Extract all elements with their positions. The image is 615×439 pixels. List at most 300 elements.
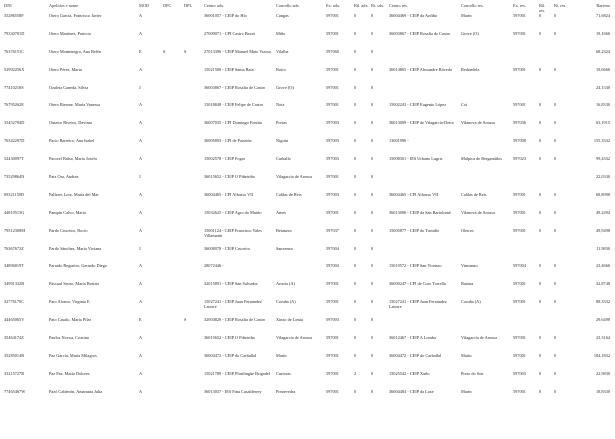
cell-brs: 0 xyxy=(554,299,557,305)
cell-council-adj: Nigrán xyxy=(276,138,288,144)
cell-council-adj: Sanxenxo xyxy=(276,245,293,251)
cell-exp-adj: 597003 xyxy=(326,156,339,162)
cell-center-res: 15025542 - CEIP Xuño xyxy=(389,370,430,376)
table-body xyxy=(3,13,612,407)
cell-exp-res: 597001 xyxy=(513,281,526,287)
table-row xyxy=(3,138,612,156)
cell-dpl xyxy=(183,371,203,389)
cell-center-adj: 36007035 - CPI Domingo Fontán xyxy=(204,120,262,126)
cell-council-adj: Carballo xyxy=(276,156,291,162)
cell-center-res: 36004465 - CPI Alfonso VII xyxy=(389,191,439,197)
cell-brs xyxy=(553,174,568,192)
cell-brs: 0 xyxy=(554,209,557,215)
cell-center-adj: 28072446 - xyxy=(204,263,224,269)
cell-dni: 52992256X xyxy=(4,66,25,72)
cell-dni: 44465065V xyxy=(4,317,25,323)
cell-council-res xyxy=(460,317,512,335)
cell-dpc xyxy=(162,246,183,264)
cell-center-res: 36004484 - CEIP da Laxe xyxy=(389,388,434,394)
header-council-res: Concello res. xyxy=(461,3,484,8)
cell-council-adj: Pontevedra xyxy=(276,388,296,394)
cell-bsol: 0 xyxy=(371,370,374,376)
cell-center-adj: 32015891 - CEIP San Salvador xyxy=(204,281,258,287)
cell-dpc xyxy=(162,371,183,389)
cell-dpc xyxy=(162,299,183,317)
cell-center-adj: 36004472 - CEIP do Carballal xyxy=(204,352,257,358)
cell-dni: 34896819T xyxy=(4,263,24,269)
cell-brs: 0 xyxy=(554,388,557,394)
cell-council-adj: Marín xyxy=(276,352,287,358)
cell-center-adj: 15032625 - CEIP Agro do Muiño xyxy=(204,209,262,215)
cell-center-res xyxy=(388,85,460,103)
cell-brs: 0 xyxy=(554,156,557,162)
cell-dpl xyxy=(183,13,203,31)
cell-brm: 0 xyxy=(539,281,542,287)
cell-bald: 0 xyxy=(354,388,357,394)
cell-dni: 09321150D xyxy=(4,191,25,197)
cell-dpl xyxy=(183,263,203,281)
cell-council-res: Redondela xyxy=(461,66,480,72)
cell-name: Otero Biesme, María Vanessa xyxy=(49,102,100,108)
cell-exp-res: 597008 xyxy=(513,138,526,144)
cell-council-res: Coi xyxy=(461,102,468,108)
cell-brm xyxy=(538,49,553,67)
table-row xyxy=(3,353,612,371)
cell-council-res: Oleiros xyxy=(461,227,474,233)
cell-brs xyxy=(553,49,568,67)
cell-council-adj: Vilagarcía de Arousa xyxy=(276,174,313,180)
cell-exp-adj: 597001 xyxy=(326,352,339,358)
cell-dpc xyxy=(162,192,183,210)
cell-bsol: 0 xyxy=(371,138,374,144)
cell-dpl xyxy=(183,210,203,228)
cell-dpc xyxy=(162,31,183,49)
table-row xyxy=(3,102,612,120)
cell-council-adj: Caldas de Reis xyxy=(276,191,302,197)
cell-name: Pardo Sánchez, María Viviana xyxy=(49,245,102,251)
cell-dpc xyxy=(162,85,183,103)
cell-bsol: 0 xyxy=(371,102,374,108)
cell-dpl xyxy=(183,192,203,210)
cell-dpl: S xyxy=(184,48,187,54)
cell-bar: 23,3164 xyxy=(596,335,610,341)
cell-exp-adj: 597004 xyxy=(326,245,339,251)
cell-bald: 0 xyxy=(354,191,357,197)
cell-bar: 32,8748 xyxy=(596,281,610,287)
table-row xyxy=(3,281,612,299)
cell-name: Otero Martínez, Patricia xyxy=(49,30,91,36)
cell-dpc xyxy=(162,210,183,228)
cell-council-res: Vimianzo xyxy=(461,263,478,269)
cell-exp-res: 597001 xyxy=(513,209,526,215)
cell-bsol: 0 xyxy=(371,352,374,358)
cell-center-res: 15019572 - CEIP San Vicenzo xyxy=(389,263,442,269)
cell-exp-adj: 597003 xyxy=(326,138,339,144)
cell-brs: 0 xyxy=(554,120,557,126)
assignment-table xyxy=(3,3,612,407)
cell-dpl: S xyxy=(184,317,187,323)
cell-exp-res: 597001 xyxy=(513,388,526,394)
cell-exp-res: 597001 xyxy=(513,102,526,108)
cell-bald: 0 xyxy=(354,335,357,341)
cell-exp-adj: 597001 xyxy=(326,174,339,180)
header-mod: MOD xyxy=(139,3,150,8)
cell-bar: 19,1666 xyxy=(596,30,610,36)
cell-dni: 76376151C xyxy=(4,48,25,54)
cell-dni: 73529864N xyxy=(4,174,25,180)
cell-council-res: Marín xyxy=(461,352,472,358)
cell-bar: 16,8330 xyxy=(596,102,610,108)
cell-exp-res: 597023 xyxy=(513,156,526,162)
cell-name: Pazó Calderón, Amaranta Julia xyxy=(49,388,103,394)
cell-exp-adj: 597001 xyxy=(326,66,339,72)
cell-bald: 2 xyxy=(354,370,357,376)
cell-dpc xyxy=(162,317,183,335)
cell-bald: 0 xyxy=(354,174,357,180)
cell-dpl xyxy=(183,246,203,264)
table-row xyxy=(3,120,612,138)
cell-brs: 0 xyxy=(554,335,557,341)
table-row xyxy=(3,13,612,31)
cell-dpc xyxy=(162,228,183,246)
cell-dni: 77465467W xyxy=(4,388,26,394)
cell-bald: 0 xyxy=(354,156,357,162)
cell-bsol: 0 xyxy=(371,48,374,54)
table-row xyxy=(3,31,612,49)
cell-dpc xyxy=(162,13,183,31)
cell-mod: A xyxy=(139,227,143,233)
cell-dpl xyxy=(183,67,203,85)
header-dni: DNI xyxy=(4,3,12,8)
cell-dpc xyxy=(162,174,183,192)
table-row xyxy=(3,299,612,317)
cell-dpc xyxy=(162,67,183,85)
cell-brs: 0 xyxy=(554,191,557,197)
cell-dpc xyxy=(162,335,183,353)
cell-center-res: 15008301 - IES Urbano Lugris xyxy=(389,156,443,162)
cell-exp-res: 597036 xyxy=(513,120,526,126)
cell-name: Pampín Calvo, María xyxy=(49,209,86,215)
cell-dpc xyxy=(162,120,183,138)
cell-bald: 0 xyxy=(354,102,357,108)
table-row xyxy=(3,371,612,389)
cell-council-res: Vilagarcía de Arousa xyxy=(461,335,498,341)
cell-bald: 0 xyxy=(354,30,357,36)
cell-bar: 68,8998 xyxy=(596,191,610,197)
table-row xyxy=(3,85,612,103)
cell-center-adj: 36008078 - CEIP Cruceiro xyxy=(204,245,251,251)
cell-mod: J xyxy=(139,245,141,251)
cell-exp-res xyxy=(512,174,538,192)
cell-center-adj: 27009071 - CPI Castro Baxoi xyxy=(204,30,256,36)
cell-name: Otero García, Francisco Javier xyxy=(49,13,102,18)
cell-brm: 0 xyxy=(539,263,542,269)
cell-center-adj: 36015652 - CEIP O Piñeiriño xyxy=(204,335,255,341)
cell-bsol: 0 xyxy=(371,281,374,287)
cell-bald: 0 xyxy=(354,138,357,144)
cell-dpl xyxy=(183,85,203,103)
cell-brm: 0 xyxy=(539,388,542,394)
table-row xyxy=(3,335,612,353)
cell-exp-res: 597001 xyxy=(513,30,526,36)
cell-center-adj: 36013037 - IES Fina Casalderrey xyxy=(204,388,262,394)
cell-exp-res xyxy=(512,85,538,103)
cell-bsol: 0 xyxy=(371,388,374,394)
cell-center-adj: 36005803 - CPI de Pazoión xyxy=(204,138,252,144)
table-row xyxy=(3,49,612,67)
cell-bar: 63,1915 xyxy=(596,120,610,126)
cell-brs: 0 xyxy=(554,102,557,108)
cell-brm xyxy=(538,174,553,192)
cell-exp-adj: 597001 xyxy=(326,13,339,18)
cell-exp-res: 597001 xyxy=(513,299,526,305)
cell-council-adj: Noia xyxy=(276,102,285,108)
cell-bald: 0 xyxy=(354,13,357,18)
cell-bar: 22,0330 xyxy=(596,174,610,180)
cell-brm xyxy=(538,85,553,103)
cell-dni: 77410218S xyxy=(4,84,24,90)
cell-dpl xyxy=(183,174,203,192)
cell-dpl xyxy=(183,156,203,174)
cell-exp-adj: 597001 xyxy=(326,299,339,305)
cell-dni: 35452784D xyxy=(4,120,25,126)
cell-bar: 19,6666 xyxy=(596,66,610,72)
cell-bsol: 0 xyxy=(371,174,374,180)
cell-bsol: 0 xyxy=(371,30,374,36)
cell-bar: 71,6824 xyxy=(596,13,610,18)
cell-mod: A xyxy=(139,263,143,269)
cell-dni: 34991332B xyxy=(4,281,25,287)
cell-council-res: Marín xyxy=(461,13,472,18)
cell-brm xyxy=(538,246,553,264)
cell-council-res: Caldas de Reis xyxy=(461,191,487,197)
cell-name: Paz Paz, María Dolores xyxy=(49,370,90,376)
cell-dpl xyxy=(183,102,203,120)
cell-brm: 0 xyxy=(539,191,542,197)
cell-center-adj: 15021500 - CEIP Santa Baia xyxy=(204,66,254,72)
cell-dpl xyxy=(183,353,203,371)
cell-mod: A xyxy=(139,299,143,305)
cell-center-res xyxy=(388,174,460,192)
cell-center-res xyxy=(388,246,460,264)
cell-name: Pacio Barreiro, Ana Isabel xyxy=(49,138,95,144)
cell-bsol: 0 xyxy=(371,335,374,341)
cell-exp-adj: 597001 xyxy=(326,84,339,90)
header-exp-adj: Ex. adx. xyxy=(326,3,341,8)
header-dpc: DPC xyxy=(163,3,172,8)
cell-council-adj: Curtoras xyxy=(276,370,291,376)
cell-mod: A xyxy=(139,370,143,376)
cell-council-res: Grove (O) xyxy=(461,30,479,36)
cell-mod: A xyxy=(139,209,143,215)
cell-center-adj: 15002578 - CEIP Fogar xyxy=(204,156,246,162)
cell-mod: A xyxy=(139,138,143,144)
cell-exp-res: 597001 xyxy=(513,352,526,358)
cell-bar: 99,4332 xyxy=(596,156,610,162)
cell-brm: 0 xyxy=(539,13,542,18)
cell-dpc xyxy=(162,263,183,281)
table-row xyxy=(3,228,612,246)
cell-brm: 0 xyxy=(539,120,542,126)
cell-bar: 29,6498 xyxy=(596,317,610,323)
cell-mod: A xyxy=(139,102,143,108)
cell-council-adj: Vilalba xyxy=(276,48,289,54)
cell-dpl xyxy=(183,31,203,49)
cell-council-res xyxy=(460,85,512,103)
cell-bar: 24,1330 xyxy=(596,84,610,90)
cell-exp-adj: 597003 xyxy=(326,317,339,323)
cell-dpc xyxy=(162,353,183,371)
cell-center-adj: 32004820 - CEIP Rosalía de Castro xyxy=(204,317,266,323)
cell-brs: 0 xyxy=(554,370,557,376)
cell-center-adj: 15021789 - CEIP Plurilingüe Brigadel xyxy=(204,370,270,376)
cell-center-res: 36000247 - CPI de Coro Torrella xyxy=(389,281,446,287)
cell-bar: 184,1832 xyxy=(593,352,610,358)
header-center-res: Centro res. xyxy=(389,3,408,8)
cell-center-adj: 36001057 - CEIP do Hío xyxy=(204,13,247,18)
cell-bar: 22,9830 xyxy=(596,370,610,376)
cell-brm: 0 xyxy=(539,102,542,108)
cell-brs: 0 xyxy=(554,281,557,287)
cell-brm: 0 xyxy=(539,227,542,233)
cell-brs: 0 xyxy=(554,30,557,36)
cell-exp-adj: 597001 xyxy=(326,30,339,36)
cell-center-adj: 15001124 - CEIP Francisco Vales Villamarín xyxy=(204,227,262,238)
cell-bsol: 0 xyxy=(371,209,374,215)
cell-bsol: 0 xyxy=(371,84,374,90)
cell-bar: 68,2324 xyxy=(596,48,610,54)
cell-council-adj: Portas xyxy=(276,120,287,126)
cell-bsol: 0 xyxy=(371,191,374,197)
cell-exp-adj: 597037 xyxy=(326,227,339,233)
cell-name: Paiz Ora, Andrea xyxy=(49,174,79,180)
cell-bald: 0 xyxy=(354,245,357,251)
cell-bald: 0 xyxy=(354,120,357,126)
cell-name: Pato Alonso, Virginia E. xyxy=(49,299,91,305)
cell-dpl xyxy=(183,281,203,299)
cell-brs: 0 xyxy=(554,227,557,233)
cell-mod: J xyxy=(139,174,141,180)
cell-bar: 18,8330 xyxy=(596,388,610,394)
cell-exp-adj: 597001 xyxy=(326,335,339,341)
cell-center-res: 36014865 - CEIP Alexandre Bóveda xyxy=(389,66,452,72)
cell-council-adj: Miño xyxy=(276,30,286,36)
cell-brs xyxy=(553,246,568,264)
cell-council-adj: Betanzos xyxy=(276,227,292,233)
cell-mod: A xyxy=(139,281,143,287)
table-row xyxy=(3,317,612,335)
cell-exp-adj: 597003 xyxy=(326,191,339,197)
cell-mod: A xyxy=(139,30,143,36)
cell-exp-adj: 597001 xyxy=(326,102,339,108)
header-brs: Bi. res. xyxy=(554,3,567,8)
table-row xyxy=(3,389,612,407)
cell-dpl xyxy=(183,120,203,138)
header-brm: Bil. res. xyxy=(539,3,546,13)
cell-name: Otero Pérez, Marta xyxy=(49,66,82,72)
cell-bsol: 0 xyxy=(371,13,374,18)
cell-bsol: 0 xyxy=(371,120,374,126)
cell-center-res: 36013006 - CEIP da San Bartolomé xyxy=(389,209,451,215)
cell-dpc xyxy=(162,389,183,407)
cell-brs xyxy=(553,317,568,335)
cell-bsol: 0 xyxy=(371,227,374,233)
cell-center-adj: 36015652 - CEIP O Piñeiriño xyxy=(204,174,255,180)
cell-dni: 35286558F xyxy=(4,13,24,18)
cell-brs: 0 xyxy=(554,138,557,144)
table-row xyxy=(3,263,612,281)
cell-exp-adj: 597001 xyxy=(326,388,339,394)
cell-name: Pato Casalo, María Pilar xyxy=(49,317,92,323)
cell-dni: 79330781D xyxy=(4,30,25,36)
cell-mod: A xyxy=(139,13,143,18)
cell-council-res: Porto do Son xyxy=(461,370,484,376)
table-row xyxy=(3,210,612,228)
cell-mod: A xyxy=(139,156,143,162)
cell-bsol: 0 xyxy=(371,66,374,72)
cell-brs: 0 xyxy=(554,263,557,269)
cell-bald: 0 xyxy=(354,317,357,323)
cell-name: Pascual Seoro, María Beatriz xyxy=(49,281,100,287)
cell-bald: 0 xyxy=(354,66,357,72)
cell-center-adj: 27013396 - CEIP Manuel Mato Vizoso xyxy=(204,48,272,54)
cell-brm: 0 xyxy=(539,156,542,162)
cell-name: Ozaleta Caneda, Silvia xyxy=(49,84,89,90)
cell-dpl xyxy=(183,138,203,156)
cell-council-adj: Arnoia (A) xyxy=(276,281,295,287)
cell-exp-adj: 597001 xyxy=(326,370,339,376)
cell-council-adj: Vilagarcía de Arousa xyxy=(276,335,313,341)
cell-name: Paz García, María Milagros xyxy=(49,352,97,358)
cell-exp-res: 597001 xyxy=(513,335,526,341)
header-name: Apelidos e nome xyxy=(49,3,79,8)
table-row xyxy=(3,156,612,174)
cell-council-res: Marín xyxy=(461,388,472,394)
cell-exp-res: 597001 xyxy=(513,66,526,72)
cell-exp-res xyxy=(512,317,538,335)
cell-council-adj xyxy=(275,263,325,281)
cell-center-res: 15005877 - CEIP do Trimiño xyxy=(389,227,440,233)
cell-center-res xyxy=(388,317,460,335)
header-exp-res: Ex. res. xyxy=(513,3,527,8)
cell-council-adj: Ames xyxy=(276,209,287,215)
cell-name: Otero Montenegro, Ana Belén xyxy=(49,48,102,54)
cell-bsol: 0 xyxy=(371,263,374,269)
cell-center-adj: 15018848 - CEIP Felipe de Castro xyxy=(204,102,264,108)
cell-council-res: Vilanova de Arousa xyxy=(461,209,495,215)
cell-council-res: Malpica de Bergantiños xyxy=(461,156,502,162)
cell-dpc xyxy=(162,281,183,299)
cell-name: Outeiro Riveiro, Davinia xyxy=(49,120,92,126)
cell-dpl xyxy=(183,228,203,246)
header-center-adj: Centro adx. xyxy=(204,3,225,8)
cell-bsol: 0 xyxy=(371,299,374,305)
cell-name: Pardo Cruceiro, Rocío xyxy=(49,227,88,233)
cell-name: Pallares Lorz, María del Mar xyxy=(49,191,99,197)
header-bald: Bil. adx. xyxy=(354,3,369,8)
cell-brs: 0 xyxy=(554,66,557,72)
cell-brm: 0 xyxy=(539,30,542,36)
cell-dni: 79512308M xyxy=(4,227,26,233)
cell-exp-res: 597004 xyxy=(513,263,526,269)
table-row xyxy=(3,192,612,210)
cell-brm xyxy=(538,317,553,335)
cell-mod: A xyxy=(139,352,143,358)
cell-exp-adj: 597001 xyxy=(326,209,339,215)
cell-bar: 23,4666 xyxy=(596,263,610,269)
cell-center-res: 36013009 - CEIP de Vilagarcía-Deiro xyxy=(389,120,454,126)
cell-bald: 0 xyxy=(354,227,357,233)
